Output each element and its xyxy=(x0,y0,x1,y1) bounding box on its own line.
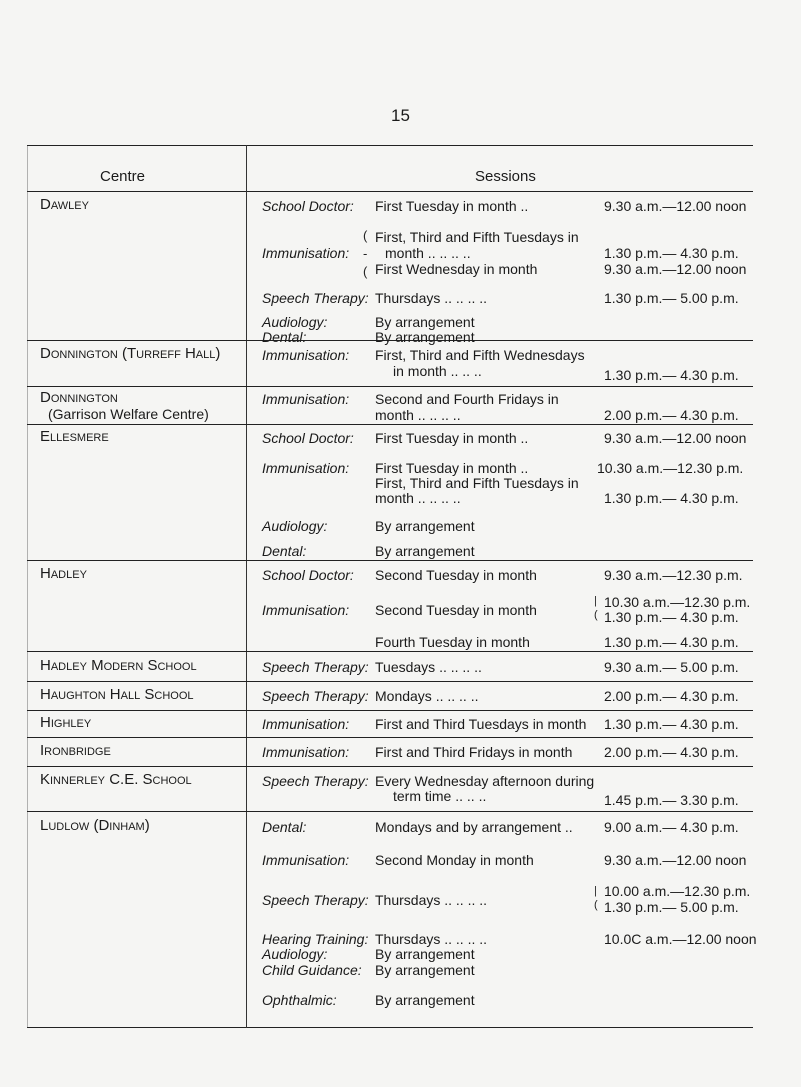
table-bottom-rule xyxy=(27,1027,753,1028)
session-desc: By arrangement xyxy=(375,329,475,345)
centre-name: Ludlow (Dinham) xyxy=(40,817,150,834)
left-edge xyxy=(27,145,28,1028)
session-type: Speech Therapy: xyxy=(262,688,369,704)
header-sessions: Sessions xyxy=(475,168,536,185)
session-type: Speech Therapy: xyxy=(262,773,369,789)
session-time: 1.30 p.m.— 5.00 p.m. xyxy=(604,899,739,915)
session-type: Dental: xyxy=(262,329,307,345)
session-desc: Second Monday in month xyxy=(375,852,534,868)
row-divider xyxy=(27,737,753,738)
session-desc: Second Tuesday in month xyxy=(375,602,537,618)
session-time: 1.30 p.m.— 4.30 p.m. xyxy=(604,634,739,650)
session-desc: month .. .. .. .. xyxy=(375,407,461,423)
session-desc: By arrangement xyxy=(375,946,475,962)
session-time: 1.30 p.m.— 4.30 p.m. xyxy=(604,490,739,506)
session-desc: month .. .. .. .. xyxy=(375,490,461,506)
session-time: 1.30 p.m.— 4.30 p.m. xyxy=(604,367,739,383)
table-top-rule xyxy=(27,145,753,146)
row-divider xyxy=(27,424,753,425)
session-desc: First Tuesday in month .. xyxy=(375,460,529,476)
session-time: 1.45 p.m.— 3.30 p.m. xyxy=(604,792,739,808)
session-type: Audiology: xyxy=(262,518,328,534)
session-desc: By arrangement xyxy=(375,543,475,559)
session-time: 2.00 p.m.— 4.30 p.m. xyxy=(604,688,739,704)
row-divider xyxy=(27,811,753,812)
centre-name: Kinnerley C.E. School xyxy=(40,771,192,788)
session-desc: Mondays .. .. .. .. xyxy=(375,688,479,704)
session-desc: Thursdays .. .. .. .. xyxy=(375,892,488,908)
session-time: 1.30 p.m.— 5.00 p.m. xyxy=(604,290,739,306)
session-type: Ophthalmic: xyxy=(262,992,337,1008)
session-type: Speech Therapy: xyxy=(262,892,369,908)
session-type: School Doctor: xyxy=(262,198,354,214)
session-desc: Every Wednesday afternoon during xyxy=(375,773,595,789)
session-time: 10.30 a.m.—12.30 p.m. xyxy=(597,460,744,476)
centre-name: Donnington xyxy=(40,389,118,406)
session-desc: Fourth Tuesday in month xyxy=(375,634,530,650)
row-divider xyxy=(27,651,753,652)
session-type: Immunisation: xyxy=(262,391,350,407)
session-type: Hearing Training: xyxy=(262,931,369,947)
session-desc: month .. .. .. .. xyxy=(385,245,471,261)
session-type: Immunisation: xyxy=(262,716,350,732)
row-divider xyxy=(27,710,753,711)
session-type: Immunisation: xyxy=(262,245,350,261)
session-time: 9.30 a.m.—12.00 noon xyxy=(604,198,747,214)
session-type: Immunisation: xyxy=(262,602,350,618)
session-type: Child Guidance: xyxy=(262,962,362,978)
page-number: 15 xyxy=(391,106,410,125)
session-time: 9.30 a.m.—12.00 noon xyxy=(604,852,747,868)
centre-name: Ironbridge xyxy=(40,742,111,759)
session-type: Dental: xyxy=(262,819,307,835)
centre-name: Haughton Hall School xyxy=(40,686,194,703)
session-time: 10.00 a.m.—12.30 p.m. xyxy=(604,883,751,899)
session-desc: First Wednesday in month xyxy=(375,261,538,277)
centre-name: Hadley xyxy=(40,565,87,582)
row-divider xyxy=(27,560,753,561)
session-time: 9.00 a.m.— 4.30 p.m. xyxy=(604,819,739,835)
session-desc: By arrangement xyxy=(375,992,475,1008)
session-desc: First Tuesday in month .. xyxy=(375,198,529,214)
session-time: 2.00 p.m.— 4.30 p.m. xyxy=(604,407,739,423)
row-divider xyxy=(27,766,753,767)
session-type: Immunisation: xyxy=(262,460,350,476)
session-time: 10.30 a.m.—12.30 p.m. xyxy=(604,594,751,610)
session-time: 1.30 p.m.— 4.30 p.m. xyxy=(604,245,739,261)
session-desc: By arrangement xyxy=(375,962,475,978)
session-time: 1.30 p.m.— 4.30 p.m. xyxy=(604,716,739,732)
session-time: 9.30 a.m.—12.00 noon xyxy=(604,430,747,446)
centre-name: Highley xyxy=(40,714,92,731)
session-desc: Second and Fourth Fridays in xyxy=(375,391,559,407)
session-desc: First and Third Tuesdays in month xyxy=(375,716,587,732)
session-desc: Mondays and by arrangement .. xyxy=(375,819,573,835)
centre-name: Dawley xyxy=(40,196,89,213)
session-type: School Doctor: xyxy=(262,567,354,583)
session-type: School Doctor: xyxy=(262,430,354,446)
session-desc: By arrangement xyxy=(375,518,475,534)
brace-icon: | ( xyxy=(594,595,598,621)
session-type: Immunisation: xyxy=(262,852,350,868)
session-time: 9.30 a.m.— 5.00 p.m. xyxy=(604,659,739,675)
centre-name: Ellesmere xyxy=(40,428,109,445)
header-bottom-rule xyxy=(27,191,753,192)
session-type: Speech Therapy: xyxy=(262,659,369,675)
header-centre: Centre xyxy=(100,168,146,185)
session-time: 1.30 p.m.— 4.30 p.m. xyxy=(604,609,739,625)
session-type: Audiology: xyxy=(262,946,328,962)
session-desc: First, Third and Fifth Wednesdays xyxy=(375,347,585,363)
row-divider xyxy=(27,681,753,682)
session-type: Speech Therapy: xyxy=(262,290,369,306)
session-desc: First Tuesday in month .. xyxy=(375,430,529,446)
session-desc: First and Third Fridays in month xyxy=(375,744,573,760)
session-desc: Second Tuesday in month xyxy=(375,567,537,583)
row-divider xyxy=(27,386,753,387)
centre-name: Donnington (Turreff Hall) xyxy=(40,345,221,362)
session-time: 10.0C a.m.—12.00 noon xyxy=(604,931,757,947)
session-type: Immunisation: xyxy=(262,744,350,760)
centre-subname: (Garrison Welfare Centre) xyxy=(48,406,209,422)
centre-name: Hadley Modern School xyxy=(40,657,197,674)
session-type: Dental: xyxy=(262,543,307,559)
session-desc: First, Third and Fifth Tuesdays in xyxy=(375,229,579,245)
session-desc: First, Third and Fifth Tuesdays in xyxy=(375,475,579,491)
brace-icon: ( - ( xyxy=(363,228,368,279)
column-divider xyxy=(246,145,247,1028)
session-desc: Thursdays .. .. .. .. xyxy=(375,290,488,306)
session-type: Audiology: xyxy=(262,314,328,330)
session-desc: in month .. .. .. xyxy=(393,363,482,379)
session-time: 9.30 a.m.—12.00 noon xyxy=(604,261,747,277)
session-desc: term time .. .. .. xyxy=(393,788,487,804)
session-desc: Thursdays .. .. .. .. xyxy=(375,931,488,947)
session-desc: Tuesdays .. .. .. .. xyxy=(375,659,482,675)
session-desc: By arrangement xyxy=(375,314,475,330)
brace-icon: | ( xyxy=(594,885,598,911)
session-type: Immunisation: xyxy=(262,347,350,363)
session-time: 2.00 p.m.— 4.30 p.m. xyxy=(604,744,739,760)
session-time: 9.30 a.m.—12.30 p.m. xyxy=(604,567,743,583)
